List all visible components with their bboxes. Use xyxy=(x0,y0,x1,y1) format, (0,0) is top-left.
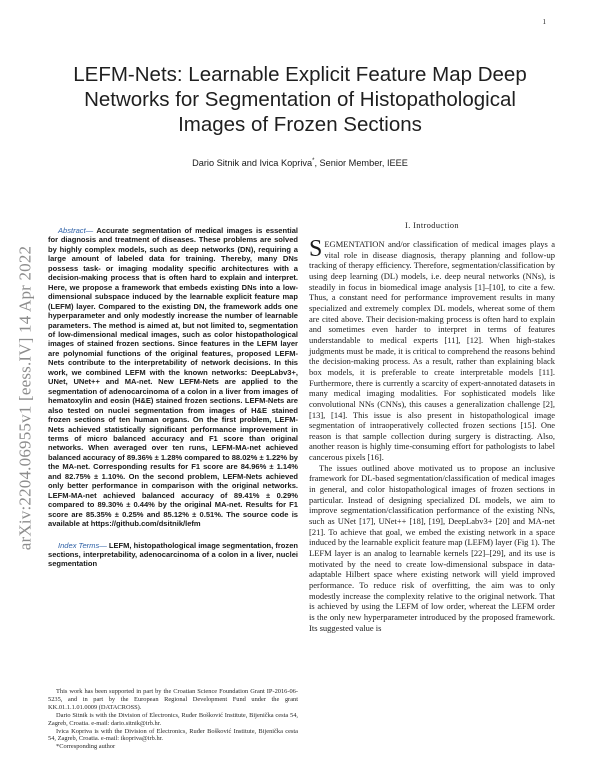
left-column xyxy=(48,226,298,569)
corresponding-mark: * xyxy=(312,158,315,164)
section-heading-introduction: I. Introduction xyxy=(405,221,459,230)
arxiv-stamp-text: arXiv:2204.06955v1 [eess.IV] 14 Apr 2022 xyxy=(15,245,35,551)
right-column xyxy=(309,221,555,633)
abstract-text: Accurate segmentation of medical images is essential for diagnosis and treatment of diseases. These problems are solved by highly complex models, such as deep networks (DN), requiring a large amount of labeled data for training. Thereby, many DNs possess task- or imaging modality specific architectures with a decision-making process that is often hard to explain and interpret. Here, we propose a framework that embeds existing DNs into a low-dimensional subspace induced by the learnable explicit feature map (LEFM) layer. Compared to the existing DN, the framework adds one hyperparameter and only modestly increase the number of learnable parameters. The method is aimed at, but not limited to, segmentation of low-dimensional medical images, such as color histopathological images of stained frozen sections. Since features in the LEFM layer are polynomial functions of the original features, proposed LEFM-Nets contribute to the interpretability of network decisions. In this work, we combined LEFM with the known networks: DeepLabv3+, UNet, UNet++ and MA-net. New LEFM-Nets are applied to the segmentation of adenocarcinoma of a colon in a liver from images of hematoxylin and eosin (H&E) stained frozen sections. LEFM-Nets are also tested on nuclei segmentation from images of H&E stained frozen sections of ten human organs. On the first problem, LEFM-Nets achieved statistically significant performance improvement in terms of micro balanced accuracy and F1 score than original networks. When averaged over ten runs, LEFM-MA-net achieved balanced accuracy of 89.36% ± 1.28% compared to 88.02% ± 1.22% by the MA-net. Corresponding results for F1 score are 84.96% ± 1.14% and 82.75% ± 1.10%. On the second problem, LEFM-Nets achieved only better performance in comparison with the original networks. LEFM-MA-net achieved balanced accuracy of 89.41% ± 0.29% compared to 89.30% ± 0.44% by the original MA-net. Results for F1 score are 85.35% ± 0.25% and 85.12% ± 0.51%. The source code is available at https://github.com/dsitnik/lefm xyxy=(48,226,298,529)
index-terms xyxy=(48,541,298,569)
footnote-author-2: Ivica Kopriva is with the Division of Electronics, Ruđer Bošković Institute, Bijenička cesta 54, Zagreb, Croatia. e-mail: ikopriva@irb.hr. xyxy=(48,727,298,743)
paper-title: LEFM-Nets: Learnable Explicit Feature Map Deep Networks for Segmentation of Histopathological Images of Frozen Sections xyxy=(73,63,527,136)
author-names: Dario Sitnik and Ivica Kopriva xyxy=(192,158,313,169)
intro-paragraph-1 xyxy=(309,236,555,463)
footnote-author-1: Dario Sitnik is with the Division of Electronics, Ruđer Bošković Institute, Bijenička cesta 54, Zagreb, Croatia. e-mail: dario.sitnik@irb.hr. xyxy=(48,711,298,727)
index-terms-label: Index Terms— xyxy=(58,540,107,550)
arxiv-stamp xyxy=(12,208,38,588)
footnotes xyxy=(48,688,298,751)
abstract-label: Abstract— xyxy=(58,226,94,235)
author-line xyxy=(60,158,540,168)
drop-cap: S xyxy=(309,236,323,262)
footnote-funding: This work has been supported in part by the Croatian Science Foundation Grant IP-2016-06-5235, and in part by the European Regional Development Fund under the grant KK.01.1.1.01.0009 (DATACROSS). xyxy=(48,688,298,711)
page-number: 1 xyxy=(542,18,546,26)
footnote-corresponding: *Corresponding author xyxy=(56,743,116,751)
abstract xyxy=(48,226,298,529)
intro-paragraph-1-text: EGMENTATION and/or classification of medical images plays a vital role in disease diagnosis, therapy planning and follow-up tracking of therapy efficiency. Therefore, segmentation/classification by using deep learning (DL) models, i.e. deep neural networks (NNs), is steadily in focus in biomedical image analysis [1]–[10], to cite a few. Thus, a constant need for performance improvement results in many specialized and extremely complex DL models, whereat some of them are cited above. Their decision-making process is often hard to explain and sometimes even harder to interpret in terms of features understandable to medical experts [11], [12]. When high-stakes judgments must be made, it is critical to comprehend the reasons behind the decision-making process. As a result, rather than explaining black box models, it is preferable to create interpretable models [11]. Furthermore, there is currently a scarcity of expert-annotated datasets in many medical imaging modalities. For sophisticated models like convolutional NNs (CNNs), this causes a generalization challenge [2], [13], [14]. This issue is also present in histopathological image segmentation of intraoperatively collected frozen sections [15]. One reason is that sample collection during surgery is distracting. Also, another reason is highly time-consuming effort for pathologists to label cancerous pixels [16]. xyxy=(309,239,555,463)
intro-paragraph-2: The issues outlined above motivated us to propose an inclusive framework for DL-based segmentation/classification of medical images in general, and color histopathological images of frozen sections in particular. Instead of designing specialized DL models, we aim to improve segmentation/classification performance of the existing NNs, such as UNet [17], UNet++ [18], [19], DeepLabv3+ [20] and MA-net [21]. To achieve that goal, we embed the existing network in a space induced by the learnable explicit feature map (LEFM) layer (Fig 1). The LEFM layer is an analog to learnable kernels [22]–[29], and its use is motivated by the need to create low-dimensional subspace in data-adaptable Hilbert space where existing network will yield improved performance. To reduce risk of overfitting, the aim was to only modestly increase the complexity relative to the original network. That is achieved by using the LEFM of low order, whereat the LEFM order is the only new hyperparameter introduced by the proposed framework. Its suggested value is xyxy=(309,462,555,633)
index-terms-text: LEFM, histopathological image segmentation, frozen sections, interpretability, adenocarcinoma of a colon in a liver, nuclei segmentation xyxy=(48,540,299,569)
author-suffix: , Senior Member, IEEE xyxy=(314,158,408,169)
